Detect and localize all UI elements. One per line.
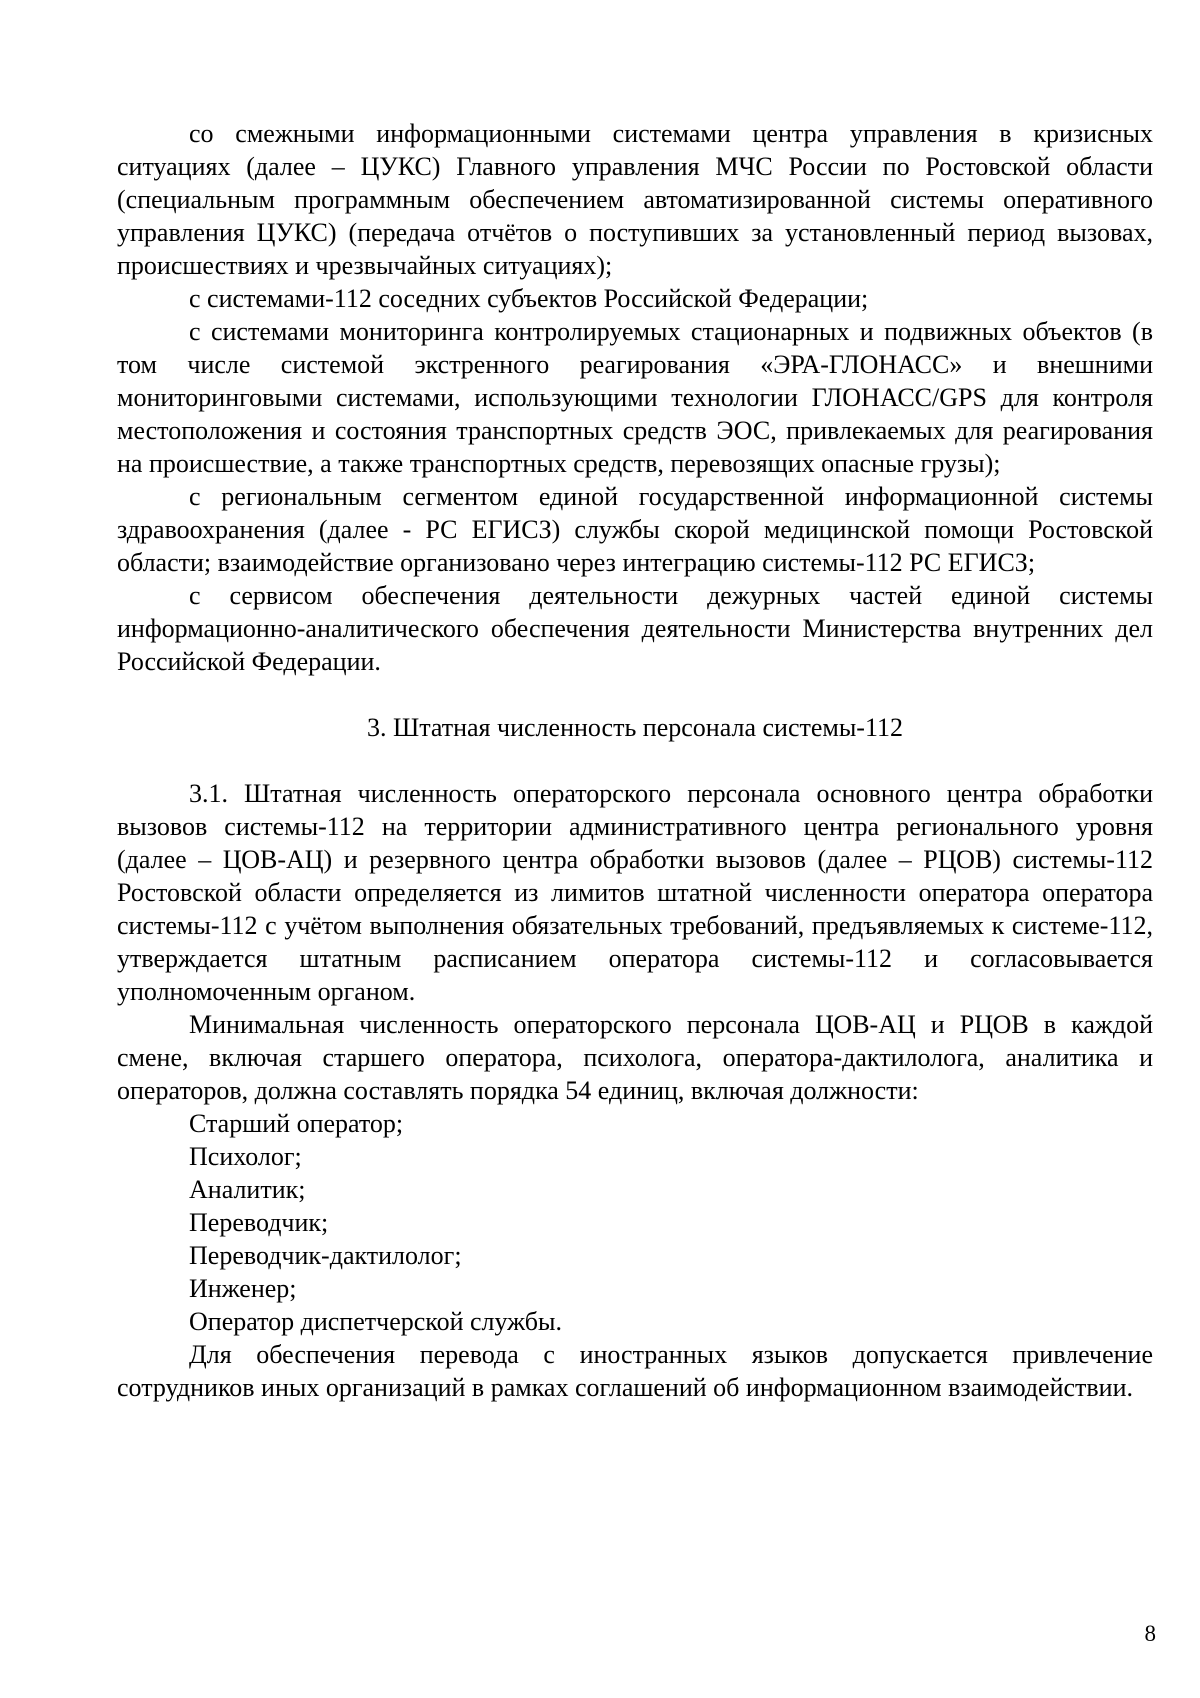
document-body bbox=[117, 117, 1153, 1404]
list-item: Аналитик; bbox=[189, 1175, 306, 1204]
paragraph-minimum-staff: Минимальная численность операторского персонала ЦОВ-АЦ и РЦОВ в каждой смене, включая старшего оператора, психолога, оператора-дактилолога, аналитика и операторов, должна составлять порядка 54 единиц, включая должности: bbox=[117, 1010, 1153, 1105]
section-heading: 3. Штатная численность персонала системы-112 bbox=[366, 713, 904, 742]
list-item: Переводчик-дактилолог; bbox=[189, 1241, 462, 1270]
paragraph-mvd-service: с сервисом обеспечения деятельности дежурных частей единой системы информационно-аналитического обеспечения деятельности Министерства внутренних дел Российской Федерации. bbox=[117, 581, 1153, 676]
list-item: Психолог; bbox=[189, 1142, 302, 1171]
paragraph-staffing-limits: 3.1. Штатная численность операторского персонала основного центра обработки вызовов системы-112 на территории административного центра регионального уровня (далее – ЦОВ-АЦ) и резервного центра обработки вызовов (далее – РЦОВ) системы-112 Ростовской области определяется из лимитов штатной численности оператора оператора системы-112 с учётом выполнения обязательных требований, предъявляемых к системе-112, утверждается штатным расписанием оператора системы-112 и согласовывается уполномоченным органом. bbox=[117, 779, 1153, 1006]
list-item: Оператор диспетчерской службы. bbox=[189, 1307, 562, 1336]
list-item: Старший оператор; bbox=[189, 1109, 404, 1138]
list-item: Переводчик; bbox=[189, 1208, 329, 1237]
paragraph-translation: Для обеспечения перевода с иностранных языков допускается привлечение сотрудников иных организаций в рамках соглашений об информационном взаимодействии. bbox=[117, 1340, 1153, 1402]
list-item: Инженер; bbox=[189, 1274, 297, 1303]
paragraph-neighbor-systems: с системами-112 соседних субъектов Российской Федерации; bbox=[189, 284, 869, 313]
page-number: 8 bbox=[1144, 1621, 1156, 1646]
paragraph-egisz-segment: с региональным сегментом единой государственной информационной системы здравоохранения (далее - РС ЕГИСЗ) службы скорой медицинской помощи Ростовской области; взаимодействие организовано через интеграцию системы-112 РС ЕГИСЗ; bbox=[117, 482, 1153, 577]
positions-list bbox=[117, 1107, 1153, 1338]
paragraph-monitoring-systems: с системами мониторинга контролируемых стационарных и подвижных объектов (в том числе системой экстренного реагирования «ЭРА-ГЛОНАСС» и внешними мониторинговыми системами, использующими технологии ГЛОНАСС/GPS для контроля местоположения и состояния транспортных средств ЭОС, привлекаемых для реагирования на происшествие, а также транспортных средств, перевозящих опасные грузы); bbox=[117, 317, 1153, 478]
paragraph-cuks-integration: со смежными информационными системами центра управления в кризисных ситуациях (далее – ЦУКС) Главного управления МЧС России по Ростовской области (специальным программным обеспечением автоматизированной системы оперативного управления ЦУКС) (передача отчётов о поступивших за установленный период вызовах, происшествиях и чрезвычайных ситуациях); bbox=[117, 119, 1153, 280]
